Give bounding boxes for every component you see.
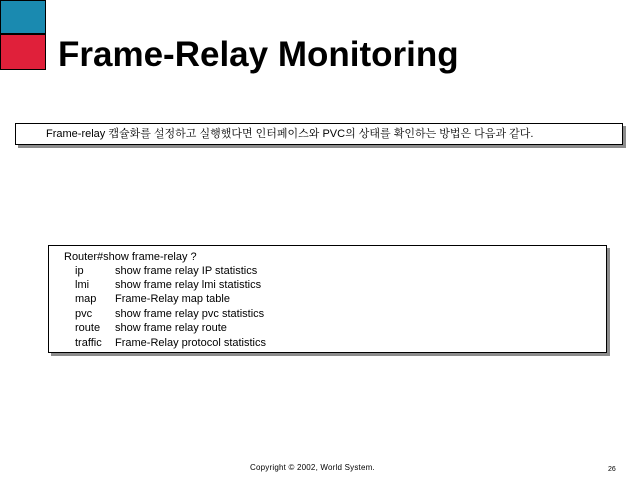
command-option-key: map	[75, 293, 97, 305]
command-option-description: Frame-Relay map table	[115, 293, 230, 305]
command-option-key: ip	[75, 265, 84, 277]
command-header: Router#show frame-relay ?	[64, 251, 197, 263]
decorative-square-blue	[0, 0, 46, 34]
slide-title: Frame-Relay Monitoring	[58, 35, 459, 74]
command-option-description: show frame relay pvc statistics	[115, 308, 265, 320]
intro-box	[15, 123, 623, 145]
command-option-key: lmi	[75, 279, 90, 291]
command-option-description: show frame relay lmi statistics	[115, 279, 262, 291]
command-option-key: route	[75, 322, 101, 334]
command-option-key: pvc	[75, 308, 93, 320]
command-option-description: show frame relay route	[115, 322, 227, 334]
command-option-key: traffic	[75, 337, 102, 349]
command-option-description: show frame relay IP statistics	[115, 265, 258, 277]
copyright-footer: Copyright © 2002, World System.	[250, 463, 375, 472]
command-option-description: Frame-Relay protocol statistics	[115, 337, 266, 349]
command-box	[48, 245, 607, 353]
decorative-square-red	[0, 34, 46, 70]
intro-text: Frame-relay 캡슐화를 설정하고 실행했다면 인터페이스와 PVC의 상태를 확인하는 방법은 다음과 같다.	[46, 128, 534, 140]
page-number: 26	[608, 466, 616, 473]
